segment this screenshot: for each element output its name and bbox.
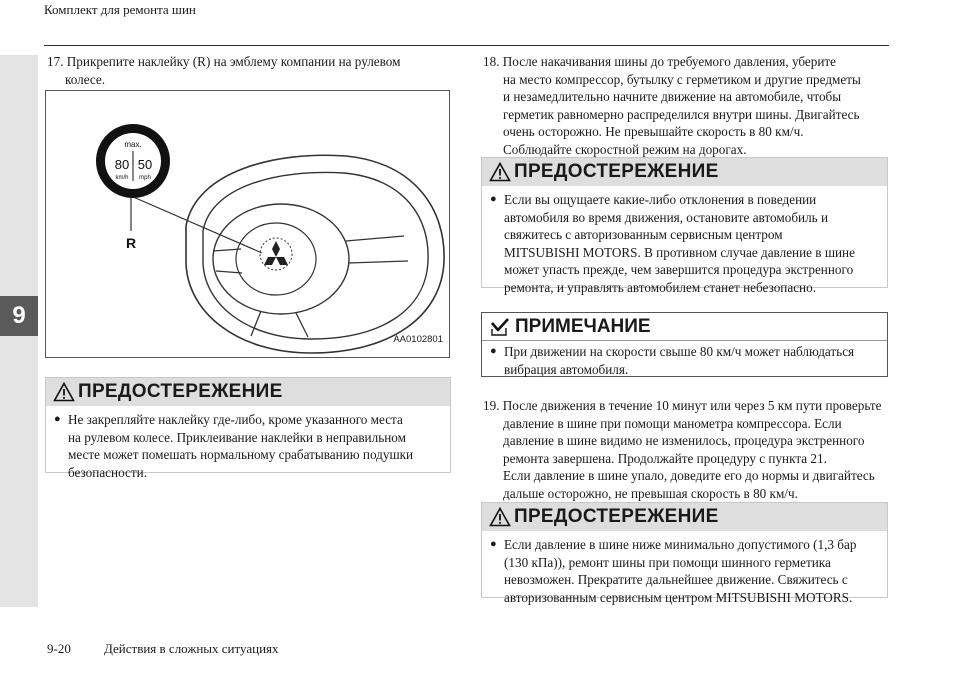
warning-2-line-1: Если вы ощущаете какие-либо отклонения в поведении — [504, 192, 817, 207]
step-19-line-1: После движения в течение 10 минут или через 5 км пути проверьте — [502, 398, 882, 413]
bullet-dot: ● — [490, 538, 497, 550]
warning-box-2-header — [482, 158, 887, 186]
warning-box-3-title: ПРЕДОСТЕРЕЖЕНИЕ — [514, 506, 719, 527]
sticker-kmh-unit: km/h — [115, 175, 129, 181]
note-line-1: При движении на скорости свыше 80 км/ч может наблюдаться — [504, 344, 855, 359]
step-18 — [483, 53, 888, 158]
bullet-dot: ● — [54, 413, 61, 425]
warning-box-2 — [481, 157, 888, 295]
warning-box-3-body — [482, 531, 887, 612]
footer-page-number: 9-20 — [47, 641, 71, 656]
warning-3-line-3: невозможен. Прекратите дальнейшее движение. Свяжитесь с — [504, 572, 848, 587]
warning-box-1 — [45, 377, 451, 480]
step-17-line-2: колесе. — [65, 71, 106, 87]
warning-box-1-title: ПРЕДОСТЕРЕЖЕНИЕ — [78, 381, 283, 402]
warning-box-3-header — [482, 503, 887, 531]
speed-sticker — [96, 124, 170, 198]
bullet-dot: ● — [490, 193, 497, 205]
warning-3-line-4: авторизованным сервисным центром MITSUBISHI MOTORS. — [504, 589, 853, 605]
steering-wheel-figure — [45, 90, 450, 358]
warning-box-3 — [481, 502, 888, 605]
warning-3-line-1: Если давление в шине ниже минимально допустимого (1,3 бар — [504, 537, 857, 552]
sticker-mph-value: 50 — [137, 157, 153, 172]
note-box-title: ПРИМЕЧАНИЕ — [515, 315, 651, 337]
sticker-max-label: max. — [124, 140, 142, 149]
step-19-line-6: дальше осторожно, не превышая скорость в 80 км/ч. — [503, 485, 798, 501]
step-17 — [47, 53, 457, 88]
warning-icon — [489, 162, 511, 182]
sticker-kmh-value: 80 — [114, 157, 130, 172]
note-line-2: вибрация автомобиля. — [504, 361, 629, 377]
emblem-icon — [260, 238, 292, 270]
header-divider — [44, 45, 889, 46]
step-17-number: 17. — [47, 54, 64, 69]
note-box-body — [482, 341, 887, 384]
page-header-title: Комплект для ремонта шин — [44, 2, 196, 17]
step-18-line-5: очень осторожно. Не превышайте скорость в 80 км/ч. — [503, 124, 804, 139]
warning-box-2-title: ПРЕДОСТЕРЕЖЕНИЕ — [514, 161, 719, 182]
warning-1-line-1: Не закрепляйте наклейку где-либо, кроме указанного места — [68, 412, 403, 427]
step-19-line-5: Если давление в шине упало, доведите его до нормы и двигайтесь — [503, 468, 875, 483]
warning-2-line-3: свяжитесь с авторизованным сервисным центром — [504, 227, 783, 242]
chapter-tab: 9 — [0, 296, 38, 336]
warning-2-line-2: автомобиля во время движения, остановите автомобиль и — [504, 209, 829, 225]
warning-icon — [489, 507, 511, 527]
step-19-line-3: давление в шине видимо не изменилось, процедура экстренного — [503, 433, 865, 448]
step-18-line-2: на место компрессор, бутылку с герметиком и другие предметы — [503, 71, 861, 87]
warning-1-line-2: на рулевом колесе. Приклеивание наклейки в неправильном — [68, 429, 406, 445]
step-18-number: 18. — [483, 54, 500, 69]
warning-1-line-4: безопасности. — [68, 464, 147, 480]
note-box — [481, 312, 888, 377]
steering-wheel-illustration — [46, 91, 449, 357]
warning-1-line-3: месте может помешать нормальному срабатыванию подушки — [68, 447, 414, 462]
step-18-line-6: Соблюдайте скоростной режим на дорогах. — [503, 141, 747, 157]
figure-code: AA0102801 — [393, 334, 443, 345]
step-18-line-1: После накачивания шины до требуемого давления, уберите — [502, 54, 837, 69]
warning-icon — [53, 382, 75, 402]
warning-2-line-5: может упасть прежде, чем завершится процедура экстренного — [504, 262, 854, 277]
warning-box-1-body — [46, 406, 450, 487]
step-19-line-4: ремонта завершена. Продолжайте процедуру с пункта 21. — [503, 450, 827, 466]
warning-box-2-body — [482, 186, 887, 302]
step-18-line-3: и незамедлительно начните движение на автомобиле, чтобы — [503, 89, 842, 104]
note-check-icon — [489, 317, 511, 337]
bullet-dot: ● — [490, 345, 497, 357]
step-19-number: 19. — [483, 398, 500, 413]
step-19 — [483, 397, 893, 502]
warning-box-1-header — [46, 378, 450, 406]
sticker-label-r: R — [126, 235, 137, 251]
warning-2-line-6: ремонта, и управлять автомобилем станет небезопасно. — [504, 279, 817, 295]
step-17-line-1: Прикрепите наклейку (R) на эмблему компании на рулевом — [66, 54, 401, 69]
step-19-line-2: давление в шине при помощи манометра компрессора. Если — [503, 415, 842, 431]
warning-3-line-2: (130 кПа)), ремонт шины при помощи шинного герметика — [504, 554, 831, 570]
footer-section-title: Действия в сложных ситуациях — [104, 641, 279, 656]
step-18-line-4: герметик равномерно распределился внутри шины. Двигайтесь — [503, 106, 860, 122]
warning-2-line-4: MITSUBISHI MOTORS. В противном случае давление в шине — [504, 244, 855, 260]
note-box-header — [482, 313, 887, 341]
sticker-mph-unit: mph — [139, 175, 151, 181]
